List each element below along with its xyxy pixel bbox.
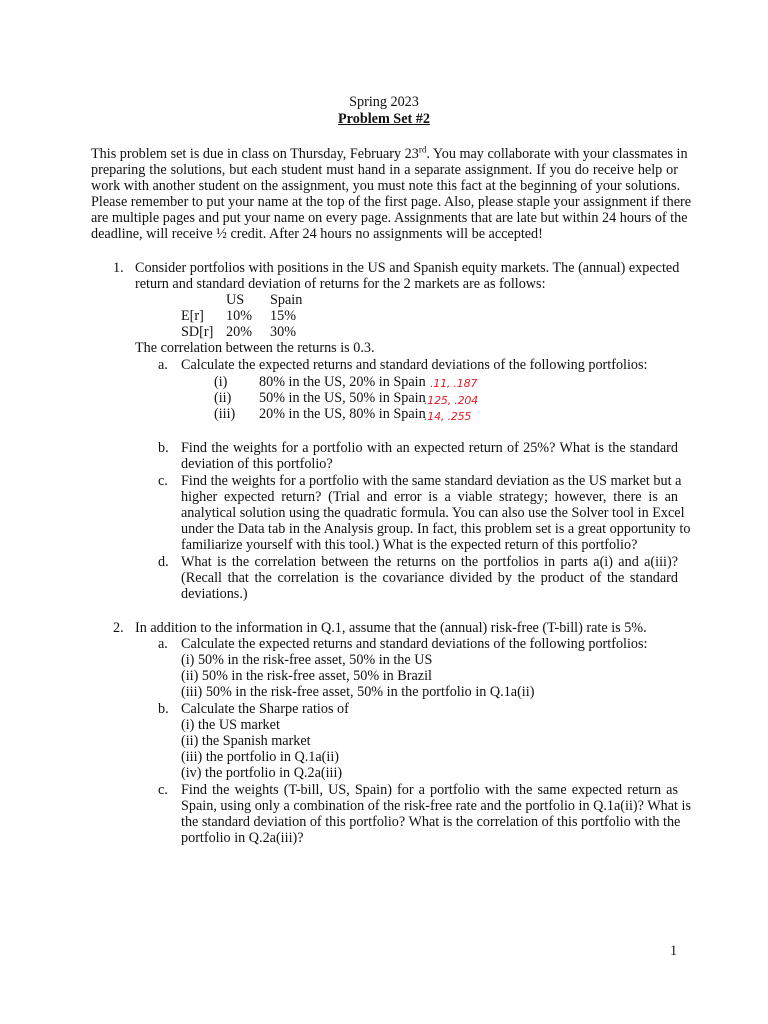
intro-line-6: deadline, will receive ½ credit. After 24 hours no assignments will be accepted! — [91, 226, 543, 242]
question-number: 2. — [113, 620, 124, 636]
intro-line-4: Please remember to put your name at the top of the first page. Also, please staple your assignment if there — [91, 194, 692, 210]
page-number: 1 — [670, 943, 678, 959]
part-letter: d. — [158, 554, 169, 570]
table-header-spain: Spain — [270, 292, 303, 308]
correlation-note: The correlation between the returns is 0.3. — [135, 340, 375, 356]
q2-line-1: In addition to the information in Q.1, assume that the (annual) risk-free (T-bill) rate is 5%. — [135, 620, 647, 636]
q1-line-2: return and standard deviation of returns for the 2 markets are as follows: — [135, 276, 546, 292]
question-number: 1. — [113, 260, 124, 276]
part-letter: b. — [158, 701, 169, 717]
list-item: 50% in the US, 50% in Spain — [259, 390, 426, 406]
part-letter: b. — [158, 440, 169, 456]
list-item: (i) the US market — [181, 717, 280, 733]
q2c-line-2: Spain, using only a combination of the risk-free rate and the portfolio in Q.1a(ii)? What is — [181, 798, 691, 814]
list-item: 20% in the US, 80% in Spain — [259, 406, 426, 422]
part-letter: a. — [158, 636, 168, 652]
list-item: (iv) the portfolio in Q.2a(iii) — [181, 765, 343, 781]
table-cell: 30% — [270, 324, 297, 340]
intro-line-3: work with another student on the assignment, you must note this fact at the beginning of your solutions. — [91, 178, 681, 194]
q1c-line-4: under the Data tab in the Analysis group. In fact, this problem set is a great opportunity to — [181, 521, 691, 537]
q1a-text: Calculate the expected returns and standard deviations of the following portfolios: — [181, 357, 648, 373]
term-heading: Spring 2023 — [349, 94, 419, 110]
q1b-line-2: deviation of this portfolio? — [181, 456, 333, 472]
list-item-number: (i) — [214, 374, 228, 390]
list-item-number: (ii) — [214, 390, 232, 406]
q2c-line-3: the standard deviation of this portfolio? What is the correlation of this portfolio with the — [181, 814, 681, 830]
table-row-label: E[r] — [181, 308, 204, 324]
table-cell: 20% — [226, 324, 253, 340]
q2b-text: Calculate the Sharpe ratios of — [181, 701, 349, 717]
q1c-line-1: Find the weights for a portfolio with the same standard deviation as the US market but a — [181, 473, 682, 489]
handwritten-note: .125, .204 — [424, 394, 478, 407]
handwritten-note: .11, .187 — [430, 377, 478, 390]
q2c-line-4: portfolio in Q.2a(iii)? — [181, 830, 304, 846]
handwritten-note: .14, .255 — [424, 410, 472, 423]
page-title: Problem Set #2 — [338, 111, 430, 127]
intro-line-1: This problem set is due in class on Thursday, February 23rd. You may collaborate with your classmates in — [91, 144, 688, 162]
table-cell: 15% — [270, 308, 297, 324]
q2a-text: Calculate the expected returns and standard deviations of the following portfolios: — [181, 636, 648, 652]
q1b-line-1: Find the weights for a portfolio with an expected return of 25%? What is the standard — [181, 440, 678, 456]
list-item: (iii) the portfolio in Q.1a(ii) — [181, 749, 339, 765]
q1d-line-2: (Recall that the correlation is the covariance divided by the product of the standard — [181, 570, 678, 586]
q1c-line-3: analytical solution using the quadratic formula. You can also use the Solver tool in Excel — [181, 505, 685, 521]
q1c-line-5: familiarize yourself with this tool.) What is the expected return of this portfolio? — [181, 537, 638, 553]
list-item: (iii) 50% in the risk-free asset, 50% in the portfolio in Q.1a(ii) — [181, 684, 535, 700]
part-letter: c. — [158, 473, 168, 489]
table-cell: 10% — [226, 308, 253, 324]
list-item: (ii) the Spanish market — [181, 733, 311, 749]
q1c-line-2: higher expected return? (Trial and error is a viable strategy; however, there is an — [181, 489, 678, 505]
intro-line-5: are multiple pages and put your name on every page. Assignments that are late but within 24 hours of the — [91, 210, 688, 226]
table-header-us: US — [226, 292, 245, 308]
list-item: (i) 50% in the risk-free asset, 50% in the US — [181, 652, 433, 668]
q2c-line-1: Find the weights (T-bill, US, Spain) for a portfolio with the same expected return as — [181, 782, 678, 798]
part-letter: c. — [158, 782, 168, 798]
list-item-number: (iii) — [214, 406, 236, 422]
intro-line-2: preparing the solutions, but each student must hand in a separate assignment. If you do receive help or — [91, 162, 678, 178]
q1-line-1: Consider portfolios with positions in the US and Spanish equity markets. The (annual) expected — [135, 260, 680, 276]
list-item: (ii) 50% in the risk-free asset, 50% in Brazil — [181, 668, 432, 684]
q1d-line-3: deviations.) — [181, 586, 248, 602]
q1d-line-1: What is the correlation between the returns on the portfolios in parts a(i) and a(iii)? — [181, 554, 678, 570]
part-letter: a. — [158, 357, 168, 373]
table-row-label: SD[r] — [181, 324, 214, 340]
list-item: 80% in the US, 20% in Spain — [259, 374, 426, 390]
